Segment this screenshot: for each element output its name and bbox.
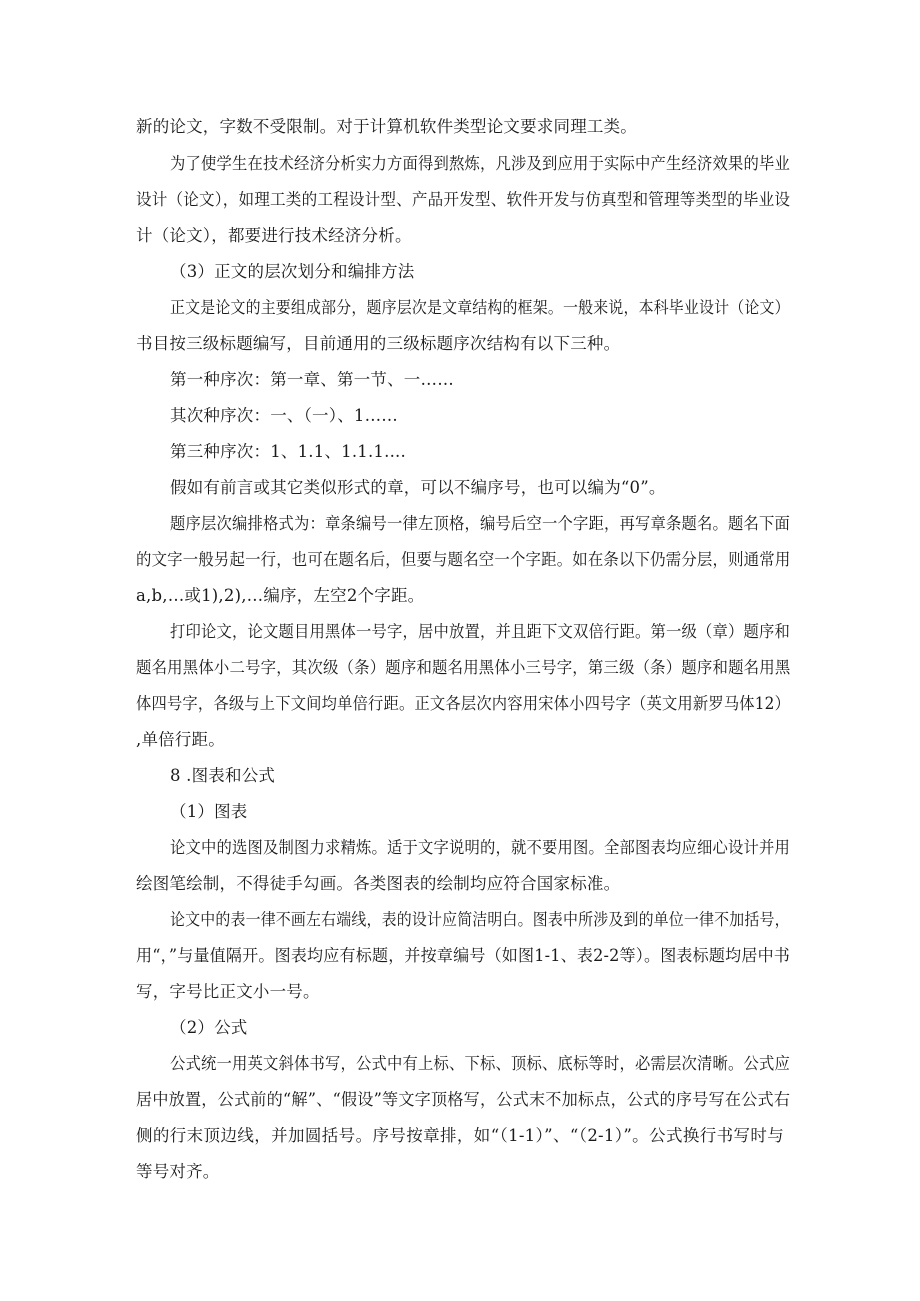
- text-line: 论文中的选图及制图力求精炼。适于文字说明的，就不要用图。全部图表均应细心设计并用: [170, 838, 790, 857]
- text-line: 其次种序次：一、（一）、1……: [170, 406, 398, 425]
- text-line: 公式统一用英文斜体书写，公式中有上标、下标、顶标、底标等时，必需层次清晰。公式应: [170, 1054, 790, 1073]
- text-line: 论文中的表一律不画左右端线，表的设计应简洁明白。图表中所涉及到的单位一律不加括号，: [170, 910, 790, 929]
- text-line: 用“，”与量值隔开。图表均应有标题，并按章编号（如图1-1、表2-2等）。图表标题均居中书: [136, 946, 791, 965]
- text-line: 打印论文，论文题目用黑体一号字，居中放置，并且距下文双倍行距。第一级（章）题序和: [170, 622, 790, 641]
- text-line: ,单倍行距。: [136, 730, 225, 749]
- section-heading: （2）公式: [170, 1018, 248, 1037]
- text-line: 正文是论文的主要组成部分，题序层次是文章结构的框架。一般来说，本科毕业设计（论文）: [170, 298, 790, 317]
- text-line: 题序层次编排格式为：章条编号一律左顶格，编号后空一个字距，再写章条题名。题名下面: [170, 514, 790, 533]
- section-heading: （3）正文的层次划分和编排方法: [170, 262, 415, 281]
- text-line: 的文字一般另起一行，也可在题名后，但要与题名空一个字距。如在条以下仍需分层，则通常用: [136, 550, 791, 569]
- text-line: 等号对齐。: [136, 1162, 220, 1181]
- text-line: 体四号字，各级与上下文间均单倍行距。正文各层次内容用宋体小四号字（英文用新罗马体12）: [136, 694, 791, 713]
- text-line: 计（论文），都要进行技术经济分析。: [136, 226, 412, 245]
- text-line: 居中放置，公式前的“解”、“假设”等文字顶格写，公式末不加标点，公式的序号写在公式右: [136, 1090, 791, 1109]
- section-heading: 8 .图表和公式: [170, 766, 276, 785]
- text-line: 第三种序次：1、1.1、1.1.1....: [170, 442, 406, 461]
- text-line: 为了使学生在技术经济分析实力方面得到熬炼，凡涉及到应用于实际中产生经济效果的毕业: [170, 154, 790, 173]
- text-line: 第一种序次：第一章、第一节、一……: [170, 370, 454, 389]
- text-line: 绘图笔绘制，不得徒手勾画。各类图表的绘制均应符合国家标准。: [136, 874, 621, 893]
- text-line: 写，字号比正文小一号。: [136, 982, 320, 1001]
- text-line: 题名用黑体小二号字，其次级（条）题序和题名用黑体小三号字，第三级（条）题序和题名用黑: [136, 658, 791, 677]
- text-line: 设计（论文），如理工类的工程设计型、产品开发型、软件开发与仿真型和管理等类型的毕业设: [136, 190, 791, 209]
- text-line: 假如有前言或其它类似形式的章，可以不编序号，也可以编为“0”。: [170, 478, 666, 497]
- text-line: 新的论文，字数不受限制。对于计算机软件类型论文要求同理工类。: [136, 117, 637, 136]
- section-heading: （1）图表: [170, 802, 248, 821]
- text-line: a,b,…或1),2),…编序，左空2个字距。: [136, 586, 425, 605]
- text-line: 书目按三级标题编写，目前通用的三级标题序次结构有以下三种。: [136, 334, 621, 353]
- text-line: 侧的行末顶边线，并加圆括号。序号按章排，如“（1-1）”、“（2-1）”。公式换行书写时与: [136, 1126, 784, 1145]
